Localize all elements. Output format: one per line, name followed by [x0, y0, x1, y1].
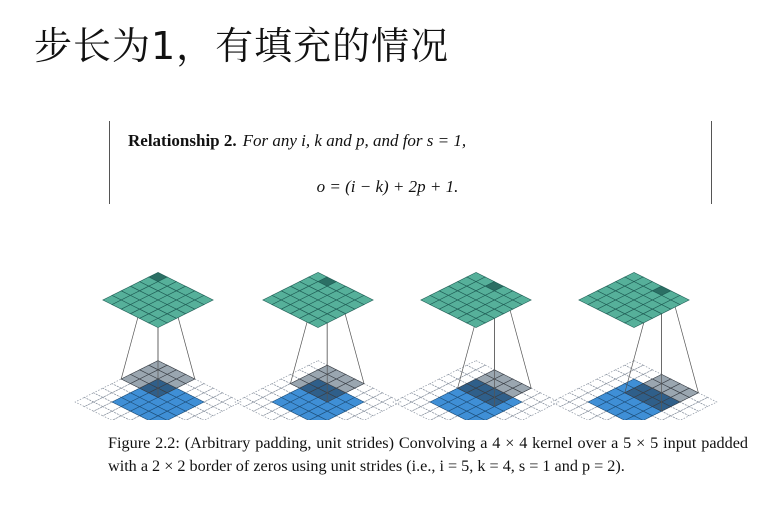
padding-cell [402, 393, 420, 402]
padding-cell [254, 407, 272, 416]
padding-cell [213, 402, 231, 411]
panel-3 [393, 272, 559, 420]
padding-cell [430, 379, 448, 388]
padding-cell [272, 379, 290, 388]
padding-cell [421, 384, 439, 393]
padding-cell [94, 388, 112, 397]
figure-caption: Figure 2.2: (Arbitrary padding, unit strides) Convolving a 4 × 4 kernel over a 5 × 5 input padded with a 2 × 2 border of zeros using unit strides (i.e., i = 5, k = 4, s = 1 and p = 2). [108, 434, 748, 475]
padding-cell [84, 402, 102, 411]
padding-cell [698, 397, 716, 406]
padding-cell [671, 411, 689, 420]
padding-cell [579, 384, 597, 393]
padding-cell [513, 411, 531, 420]
padding-cell [204, 407, 222, 416]
padding-cell [213, 393, 231, 402]
padding-cell [458, 365, 476, 374]
padding-cell [244, 393, 262, 402]
padding-cell [540, 397, 558, 406]
panel-1 [75, 272, 241, 420]
relationship-formula: o = (i − k) + 2p + 1. [316, 177, 459, 196]
padding-cell [393, 397, 411, 406]
padding-cell [364, 407, 382, 416]
padding-cell [430, 416, 448, 420]
padding-cell [195, 384, 213, 393]
padding-cell [254, 388, 272, 397]
padding-cell [186, 416, 204, 420]
padding-cell [263, 411, 281, 420]
padding-cell [570, 407, 588, 416]
padding-cell [680, 407, 698, 416]
padding-cell [103, 384, 121, 393]
padding-cell [606, 370, 624, 379]
padding-cell [103, 411, 121, 420]
padding-cell [235, 397, 253, 406]
padding-cell [531, 393, 549, 402]
padding-cell [373, 393, 391, 402]
padding-cell [625, 370, 643, 379]
padding-cell [222, 397, 240, 406]
padding-cell [467, 361, 485, 370]
padding-cell [84, 393, 102, 402]
padding-cell [244, 402, 262, 411]
padding-cell [382, 397, 400, 406]
padding-cell [272, 416, 290, 420]
padding-cell [75, 397, 93, 406]
convolution-figure [0, 240, 775, 420]
padding-cell [662, 416, 680, 420]
padding-cell [94, 407, 112, 416]
relationship-statement [128, 131, 466, 151]
padding-cell [504, 416, 522, 420]
padding-cell [522, 397, 540, 406]
padding-cell [364, 388, 382, 397]
padding-cell [373, 402, 391, 411]
padding-cell [448, 370, 466, 379]
slide-title: 步长为1，有填充的情况 [34, 24, 450, 68]
padding-cell [195, 411, 213, 420]
padding-cell [570, 388, 588, 397]
padding-cell [263, 384, 281, 393]
padding-cell [570, 397, 588, 406]
padding-cell [112, 416, 130, 420]
padding-cell [204, 388, 222, 397]
padding-cell [560, 393, 578, 402]
padding-cell [560, 402, 578, 411]
padding-cell [551, 397, 569, 406]
padding-cell [579, 411, 597, 420]
padding-cell [634, 365, 652, 374]
padding-cell [412, 397, 430, 406]
padding-cell [625, 361, 643, 370]
padding-cell [588, 379, 606, 388]
padding-cell [689, 402, 707, 411]
padding-cell [439, 374, 457, 383]
relationship-condition: For any i, k and p, and for s = 1, [242, 131, 467, 150]
panel-2 [235, 272, 401, 420]
padding-cell [94, 397, 112, 406]
padding-cell [346, 416, 364, 420]
panel-4 [551, 272, 717, 420]
padding-cell [597, 374, 615, 383]
padding-cell [254, 397, 272, 406]
padding-cell [364, 397, 382, 406]
padding-cell [402, 402, 420, 411]
relationship-label: Relationship 2. [128, 131, 237, 150]
padding-cell [412, 407, 430, 416]
padding-cell [522, 407, 540, 416]
padding-cell [355, 411, 373, 420]
padding-cell [421, 411, 439, 420]
padding-cell [531, 402, 549, 411]
padding-cell [204, 397, 222, 406]
padding-cell [588, 416, 606, 420]
padding-cell [412, 388, 430, 397]
